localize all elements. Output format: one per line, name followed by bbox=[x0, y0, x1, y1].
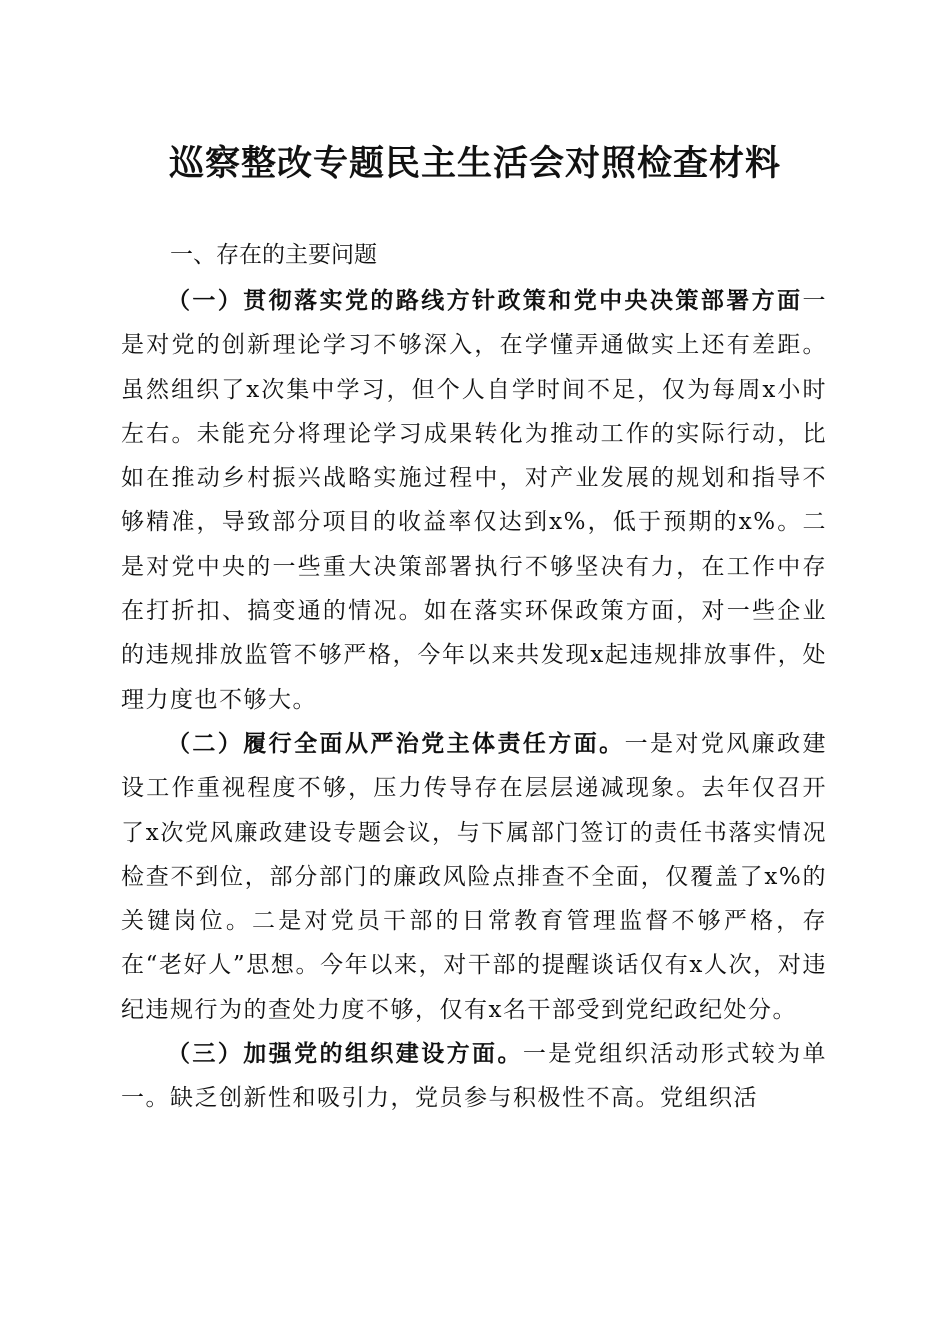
paragraph-1-text: 一是对党的创新理论学习不够深入，在学懂弄通做实上还有差距。虽然组织了x次集中学习，但个人自学时间不足，仅为每周x小时左右。未能充分将理论学习成果转化为推动工作的实际行动，比如在推动乡村振兴战略实施过程中，对产业发展的规划和指导不够精准，导致部分项目的收益率仅达到x%，低于预期的x%。二是对党中央的一些重大决策部署执行不够坚决有力，在工作中存在打折扣、搞变通的情况。如在落实环保政策方面，对一些企业的违规排放监管不够严格，今年以来共发现x起违规排放事件，处理力度也不够大。 bbox=[121, 288, 827, 713]
paragraph-3-text: 一是党组织活动形式较为单一。缺乏创新性和吸引力，党员参与积极性不高。党组织活 bbox=[121, 1041, 828, 1112]
paragraph-3-subhead: （三）加强党的组织建设方面。 bbox=[167, 1040, 523, 1068]
paragraph-2 bbox=[121, 722, 827, 1032]
paragraph-1 bbox=[121, 279, 827, 722]
paragraph-1-subhead: （一）贯彻落实党的路线方针政策和党中央决策部署方面 bbox=[167, 287, 803, 314]
paragraph-2-subhead: （二）履行全面从严治党主体责任方面。 bbox=[167, 729, 625, 757]
section-heading-problems: 一、存在的主要问题 bbox=[170, 242, 377, 268]
document-body bbox=[121, 279, 827, 1121]
paragraph-2-text: 一是对党风廉政建设工作重视程度不够，压力传导存在层层递减现象。去年仅召开了x次党风廉政建设专题会议，与下属部门签订的责任书落实情况检查不到位，部分部门的廉政风险点排查不全面，仅覆盖了x%的关键岗位。二是对党员干部的日常教育管理监督不够严格，存在“老好人”思想。今年以来，对干部的提醒谈话仅有x人次，对违纪违规行为的查处力度不够，仅有x名干部受到党纪政纪处分。 bbox=[121, 730, 828, 1023]
paragraph-3 bbox=[121, 1032, 827, 1121]
document-title: 巡察整改专题民主生活会对照检查材料 bbox=[168, 143, 781, 184]
